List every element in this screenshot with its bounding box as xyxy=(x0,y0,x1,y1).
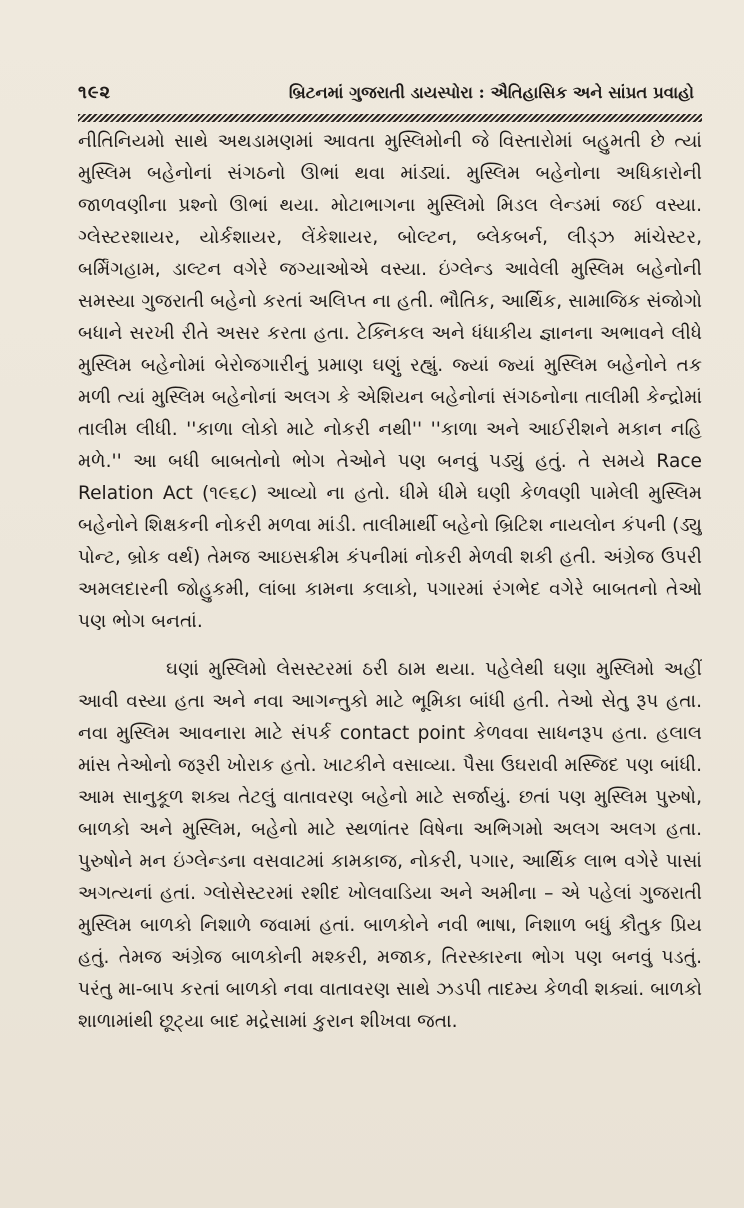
paragraph-2: ઘણાં મુસ્લિમો લેસસ્ટરમાં ઠરી ઠામ થયા. પહેલેથી ઘણા મુસ્લિમો અહીં આવી વસ્યા હતા અને નવા આગન્તુકો માટે ભૂમિકા બાંધી હતી. તેઓ સેતુ રૂપ હતા. નવા મુસ્લિમ આવનારા માટે સંપર્ક contact point કેળવવા સાધનરૂપ હતા. હલાલ માંસ તેઓનો જરૂરી ખોરાક હતો. ખાટકીને વસાવ્યા. પૈસા ઉઘરાવી મસ્જિદ પણ બાંધી. આમ સાનુકૂળ શક્ય તેટલું વાતાવરણ બહેનો માટે સર્જાયું. છતાં પણ મુસ્લિમ પુરુષો, બાળકો અને મુસ્લિમ, બહેનો માટે સ્થળાંતર વિષેના અભિગમો અલગ અલગ હતા. પુરુષોને મન ઇંગ્લેન્ડના વસવાટમાં કામકાજ, નોકરી, પગાર, આર્થિક લાભ વગેરે પાસાં અગત્યનાં હતાં. ગ્લોસેસ્ટરમાં રશીદ ખોલવાડિયા અને અમીના – એ પહેલાં ગુજરાતી મુસ્લિમ બાળકો નિશાળે જવામાં હતાં. બાળકોને નવી ભાષા, નિશાળ બધું કૌતુક પ્રિય હતું. તેમજ અંગ્રેજ બાળકોની મશ્કરી, મજાક, તિરસ્કારના ભોગ પણ બનવું પડતું. પરંતુ મા-બાપ કરતાં બાળકો નવા વાતાવરણ સાથે ઝડપી તાદમ્ય કેળવી શક્યાં. બાળકો શાળામાંથી છૂટ્યા બાદ મદ્રેસામાં કુરાન શીખવા જતા. xyxy=(78,659,702,1032)
decorative-header-rule xyxy=(78,114,702,122)
body-text xyxy=(78,126,702,1038)
running-title: બ્રિટનમાં ગુજરાતી ડાયસ્પોરા : ઐતિહાસિક અને સાંપ્રત પ્રવાહો xyxy=(288,83,694,102)
paragraph-1: નીતિનિયમો સાથે અથડામણમાં આવતા મુસ્લિમોની જે વિસ્તારોમાં બહુમતી છે ત્યાં મુસ્લિમ બહેનોનાં સંગઠનો ઊભાં થવા માંડ્યાં. મુસ્લિમ બહેનોના અધિકારોની જાળવણીના પ્રશ્નો ઊભાં થયા. મોટાભાગના મુસ્લિમો મિડલ લેન્ડમાં જઈ વસ્યા. ગ્લેસ્ટરશાયર, યોર્કશાયર, લેંકેશાયર, બોલ્ટન, બ્લેકબર્ન, લીડ્ઝ માંચેસ્ટર, બર્મિંગહામ, ડાલ્ટન વગેરે જગ્યાઓએ વસ્યા. ઇંગ્લેન્ડ આવેલી મુસ્લિમ બહેનોની સમસ્યા ગુજરાતી બહેનો કરતાં અલિપ્ત ના હતી. ભૌતિક, આર્થિક, સામાજિક સંજોગો બધાને સરખી રીતે અસર કરતા હતા. ટેક્નિકલ અને ધંધાકીય જ્ઞાનના અભાવને લીધે મુસ્લિમ બહેનોમાં બેરોજગારીનું પ્રમાણ ઘણું રહ્યું. જ્યાં જ્યાં મુસ્લિમ બહેનોને તક મળી ત્યાં મુસ્લિમ બહેનોનાં અલગ કે એશિયન બહેનોનાં સંગઠનોના તાલીમી કેન્દ્રોમાં તાલીમ લીધી. ''કાળા લોકો માટે નોકરી નથી'' ''કાળા અને આઈરીશને મકાન નહિ મળે.'' આ બધી બાબતોનો ભોગ તેઓને પણ બનવું પડ્યું હતું. તે સમયે Race Relation Act (૧૯૬૮) આવ્યો ના હતો. ધીમે ધીમે ઘણી કેળવણી પામેલી મુસ્લિમ બહેનોને શિક્ષકની નોકરી મળવા માંડી. તાલીમાર્થી બહેનો બ્રિટિશ નાયલોન કંપની (ડ્યુ પોન્ટ, બ્રોક વર્થ) તેમજ આઇસક્રીમ કંપનીમાં નોકરી મેળવી શકી હતી. અંગ્રેજ ઉપરી અમલદારની જોહુકમી, લાંબા કામના કલાકો, પગારમાં રંગભેદ વગેરે બાબતનો તેઓ પણ ભોગ બનતાં. xyxy=(78,131,702,632)
page-number: ૧૯૨ xyxy=(78,82,112,103)
page-header xyxy=(78,82,702,112)
